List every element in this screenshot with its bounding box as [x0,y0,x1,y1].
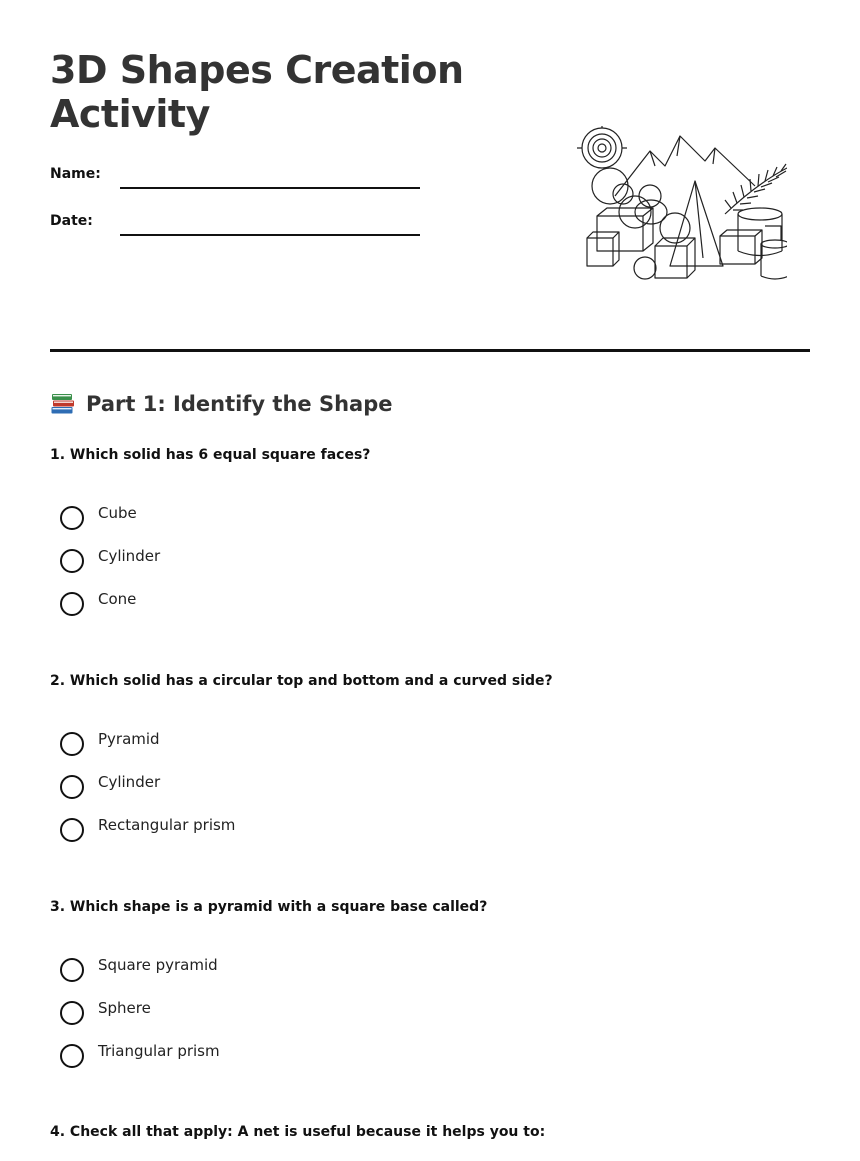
option-cube[interactable] [60,502,160,545]
date-label: Date: [50,213,93,229]
option-square-pyramid[interactable] [60,954,220,997]
option-cylinder[interactable] [60,545,160,588]
name-field [50,164,430,194]
question-3 [50,898,810,1060]
options-list [60,954,220,1083]
date-blank-line[interactable] [120,234,420,236]
option-label: Pyramid [98,730,160,748]
books-icon [50,391,76,417]
option-triangular-prism[interactable] [60,1040,220,1083]
part1-heading [50,388,393,420]
option-rectangular-prism[interactable] [60,814,235,857]
options-list [60,502,160,631]
radio-button[interactable] [60,506,84,530]
section-divider [50,349,810,352]
3d-shapes-illustration-icon [555,126,787,286]
radio-button[interactable] [60,1044,84,1068]
question-2 [50,672,810,834]
radio-button[interactable] [60,592,84,616]
option-pyramid[interactable] [60,728,235,771]
name-blank-line[interactable] [120,187,420,189]
radio-button[interactable] [60,549,84,573]
option-label: Cone [98,590,137,608]
question-text: 3. Which shape is a pyramid with a square base called? [50,899,488,915]
option-label: Cylinder [98,547,161,565]
option-label: Square pyramid [98,956,218,974]
options-list [60,728,235,857]
option-cylinder[interactable] [60,771,235,814]
question-text: 4. Check all that apply: A net is useful because it helps you to: [50,1124,546,1140]
worksheet-header [50,48,810,308]
option-label: Sphere [98,999,151,1017]
radio-button[interactable] [60,732,84,756]
part1-title: Part 1: Identify the Shape [86,392,393,416]
option-label: Triangular prism [98,1042,220,1060]
question-text: 2. Which solid has a circular top and bottom and a curved side? [50,673,553,689]
question-4 [50,1123,810,1141]
option-label: Cylinder [98,773,161,791]
question-text: 1. Which solid has 6 equal square faces? [50,447,371,463]
option-label: Cube [98,504,137,522]
date-field [50,211,430,241]
name-label: Name: [50,166,101,182]
radio-button[interactable] [60,818,84,842]
question-1 [50,446,810,608]
radio-button[interactable] [60,958,84,982]
radio-button[interactable] [60,1001,84,1025]
page-title: 3D Shapes Creation Activity [50,48,464,136]
option-label: Rectangular prism [98,816,236,834]
option-cone[interactable] [60,588,160,631]
option-sphere[interactable] [60,997,220,1040]
radio-button[interactable] [60,775,84,799]
